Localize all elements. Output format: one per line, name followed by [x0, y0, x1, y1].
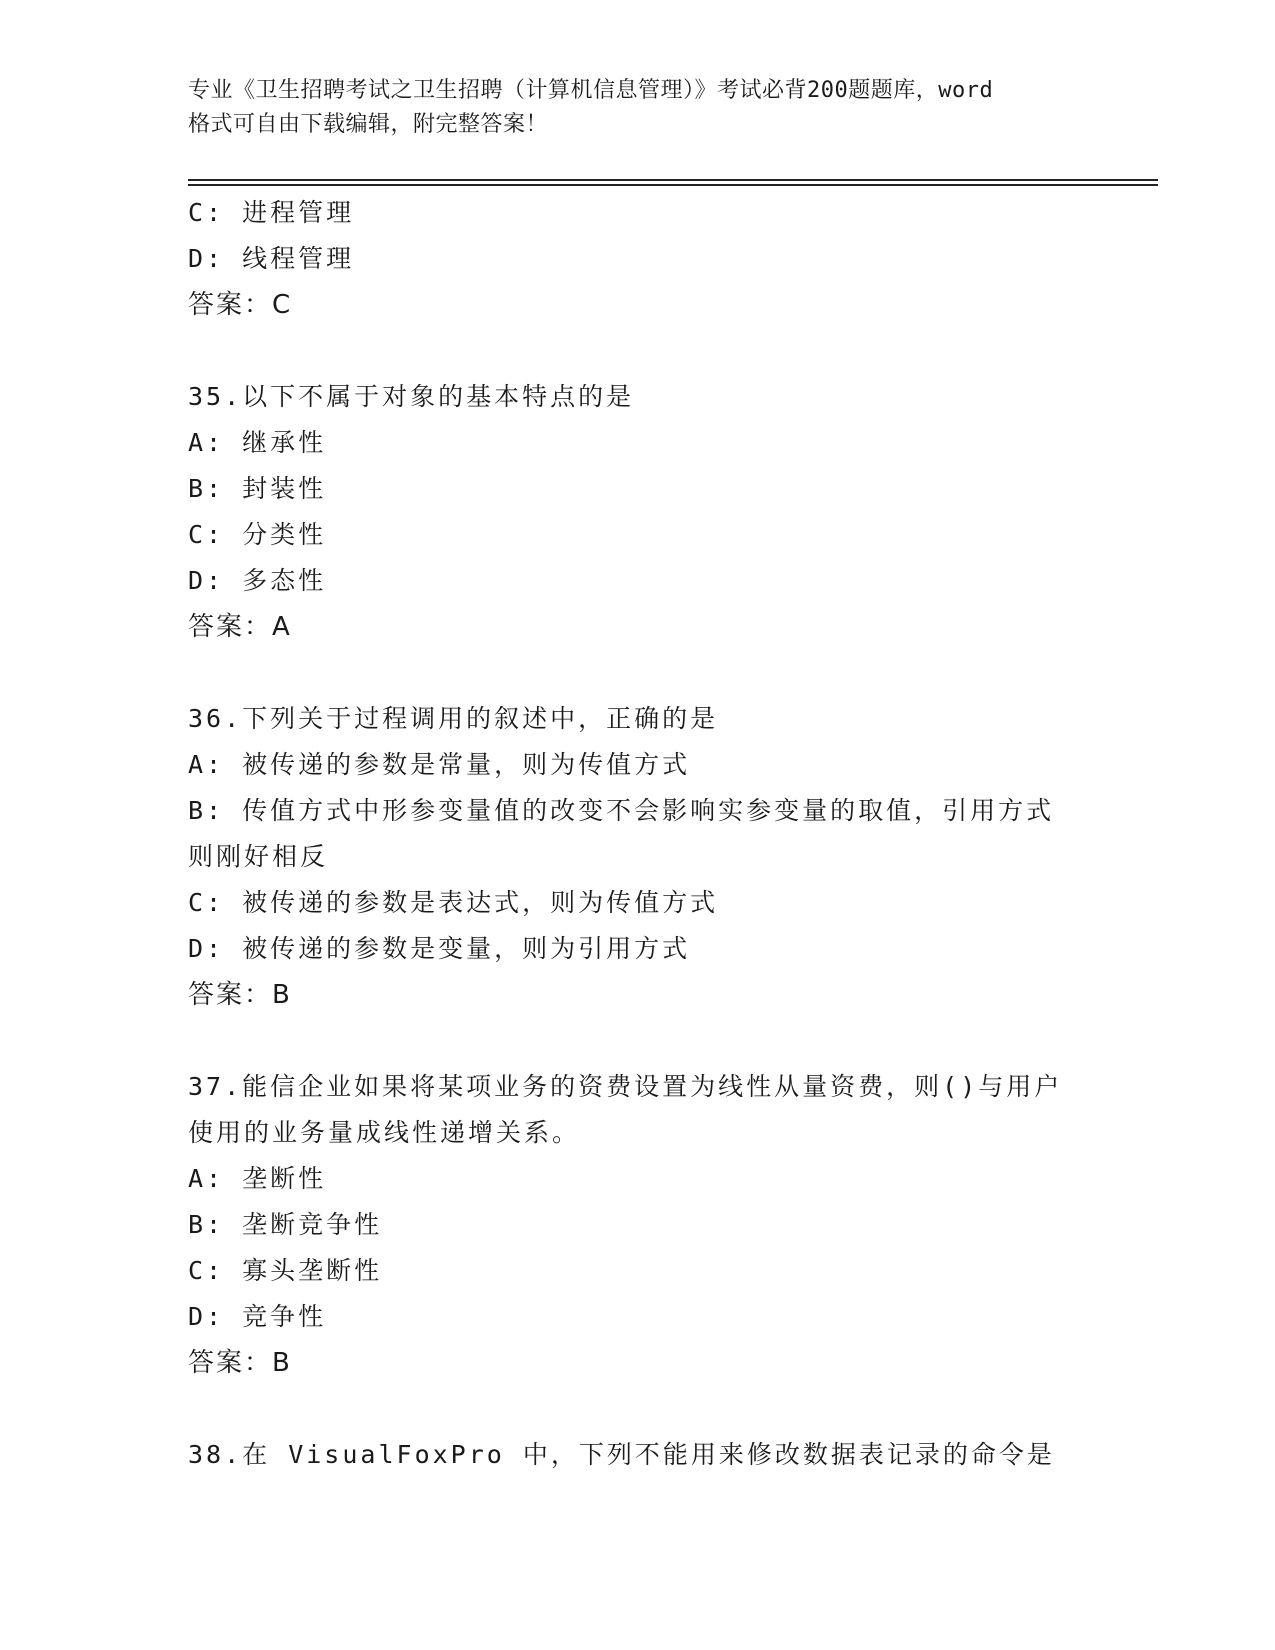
option-d: D: 线程管理 [188, 244, 355, 273]
question-text: 38.在 VisualFoxPro 中，下列不能用来修改数据表记录的命令是 [188, 1440, 1055, 1469]
option-a: A: 垄断性 [188, 1164, 327, 1193]
header-divider-bottom [188, 184, 1158, 186]
option-b-line-1: B: 传值方式中形参变量值的改变不会影响实参变量的取值，引用方式 [188, 796, 1055, 825]
option-b: B: 封装性 [188, 474, 327, 503]
question-text: 36.下列关于过程调用的叙述中，正确的是 [188, 704, 719, 733]
answer: 答案：C [188, 290, 293, 320]
answer: 答案：B [188, 1348, 292, 1378]
question-38-block [188, 1432, 1088, 1478]
option-d: D: 竞争性 [188, 1302, 327, 1331]
header-line-1: 专业《卫生招聘考试之卫生招聘（计算机信息管理）》考试必背200题题库，word [188, 78, 994, 103]
header-line-2: 格式可自由下载编辑，附完整答案！ [188, 112, 549, 137]
option-c: C: 被传递的参数是表达式，则为传值方式 [188, 888, 719, 917]
question-34-block [188, 190, 1088, 328]
question-text-line-2: 使用的业务量成线性递增关系。 [188, 1118, 581, 1147]
option-b-line-2: 则刚好相反 [188, 842, 329, 871]
option-d: D: 多态性 [188, 566, 327, 595]
question-text-line-1: 37.能信企业如果将某项业务的资费设置为线性从量资费，则()与用户 [188, 1072, 1063, 1101]
answer: 答案：A [188, 612, 292, 642]
question-list [188, 190, 1088, 1478]
option-a: A: 被传递的参数是常量，则为传值方式 [188, 750, 691, 779]
option-c: C: 分类性 [188, 520, 327, 549]
option-d: D: 被传递的参数是变量，则为引用方式 [188, 934, 691, 963]
spacer [188, 1386, 1088, 1432]
question-text: 35.以下不属于对象的基本特点的是 [188, 382, 635, 411]
option-b: B: 垄断竞争性 [188, 1210, 383, 1239]
answer: 答案：B [188, 980, 292, 1010]
spacer [188, 650, 1088, 696]
option-a: A: 继承性 [188, 428, 327, 457]
question-36-block [188, 696, 1088, 1018]
spacer [188, 1018, 1088, 1064]
question-35-block [188, 374, 1088, 650]
option-c: C: 寡头垄断性 [188, 1256, 383, 1285]
spacer [188, 328, 1088, 374]
question-37-block [188, 1064, 1088, 1386]
option-c: C: 进程管理 [188, 198, 355, 227]
header-divider-top [188, 179, 1158, 181]
document-header [188, 74, 1088, 142]
